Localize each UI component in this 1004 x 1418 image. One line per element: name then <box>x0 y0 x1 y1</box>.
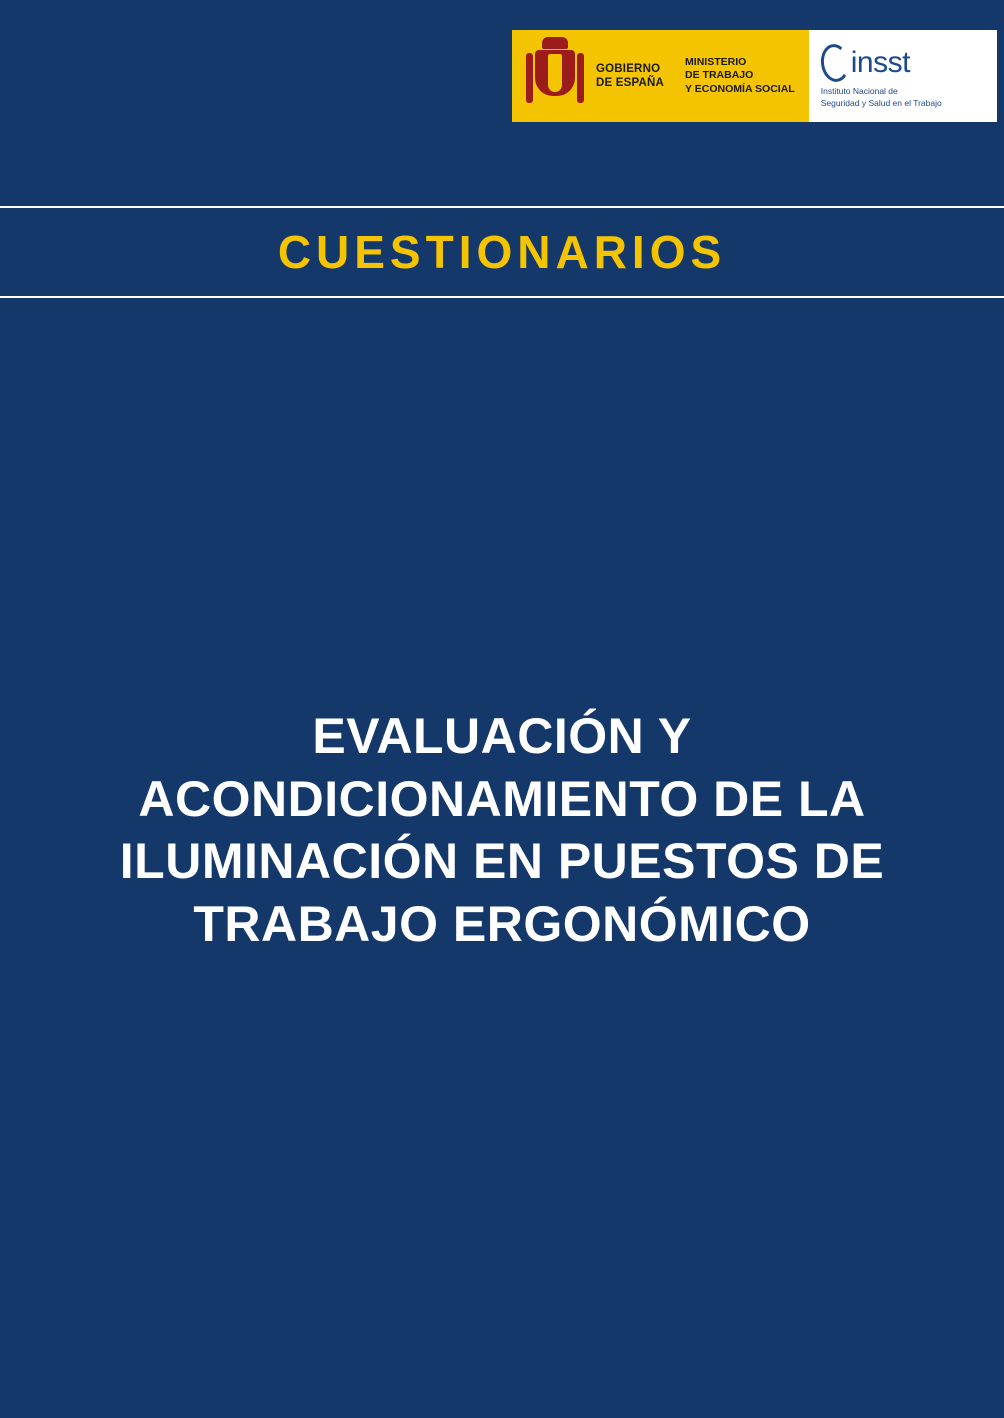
gobierno-label-line1: GOBIERNO <box>596 62 661 75</box>
ministerio-label-line3: Y ECONOMÍA SOCIAL <box>685 82 795 95</box>
gobierno-de-espana-logo <box>512 30 674 122</box>
ministerio-label-line2: DE TRABAJO <box>685 69 754 82</box>
ministerio-label <box>685 56 795 97</box>
title-block <box>0 705 1004 955</box>
insst-logo <box>809 30 997 122</box>
insst-arc-icon <box>818 42 851 84</box>
series-banner <box>0 206 1004 298</box>
series-label: CUESTIONARIOS <box>277 226 727 278</box>
insst-tagline-line2: Seguridad y Salud en el Trabajo <box>820 97 942 108</box>
institutional-logo-band <box>512 30 997 122</box>
insst-tagline <box>821 86 942 109</box>
gobierno-label <box>596 62 664 91</box>
insst-tagline-line1: Instituto Nacional de <box>820 86 898 97</box>
insst-wordmark <box>821 43 942 83</box>
ministerio-label-line1: MINISTERIO <box>685 55 747 68</box>
page-title: EVALUACIÓN Y ACONDICIONAMIENTO DE LA ILUMINACIÓN EN PUESTOS DE TRABAJO ERGONÓMICO <box>119 708 885 952</box>
gobierno-label-line2: DE ESPAÑA <box>596 77 665 89</box>
spain-coat-of-arms-icon <box>524 37 586 115</box>
ministerio-logo <box>675 30 809 122</box>
insst-name-label: insst <box>850 46 910 80</box>
